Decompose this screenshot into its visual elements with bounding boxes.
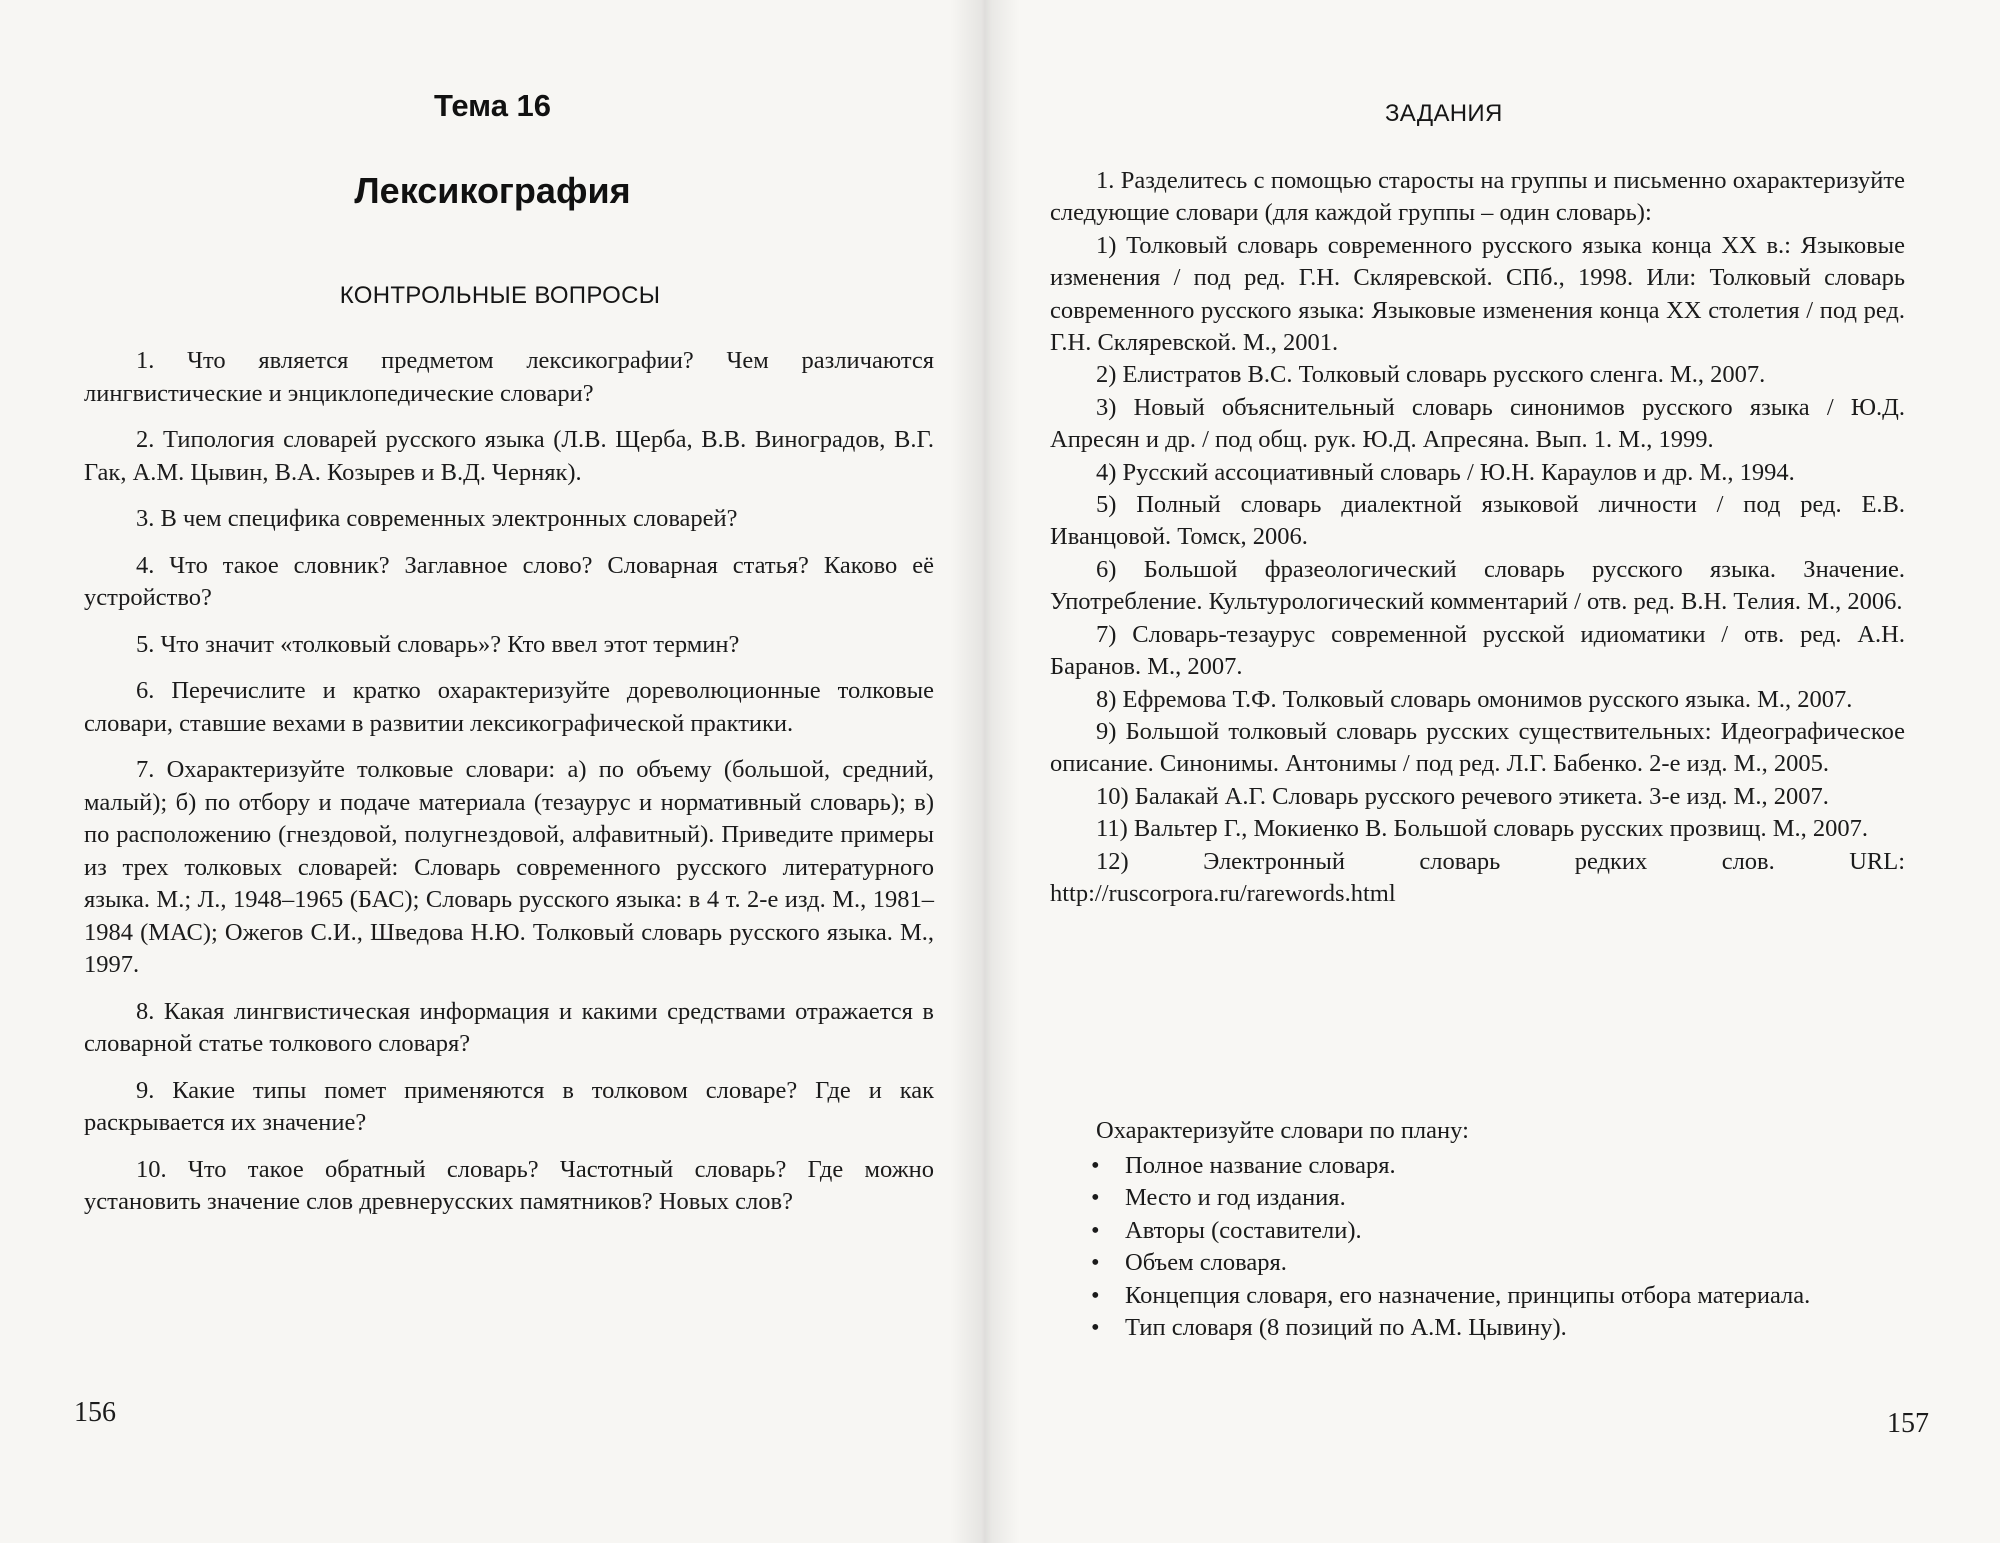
dictionary-item: 2) Елистратов В.С. Толковый словарь русского сленга. М., 2007. [1096, 361, 1766, 389]
plan-item-text: Авторы (составители). [1125, 1216, 1362, 1244]
question-item: 3. В чем специфика современных электронных словарей? [136, 505, 738, 532]
plan-item-text: Концепция словаря, его назначение, принципы отбора материала. [1125, 1281, 1811, 1309]
bullet-icon: • [1091, 1281, 1100, 1309]
dictionary-item: 10) Балакай А.Г. Словарь русского речевого этикета. 3-е изд. М., 2007. [1096, 782, 1829, 810]
dictionary-item: 4) Русский ассоциативный словарь / Ю.Н. Караулов и др. М., 1994. [1096, 458, 1795, 486]
question-item: 8. Какая лингвистическая информация и какими средствами отражается в словарной статье толкового словаря? [84, 997, 934, 1057]
plan-item [1083, 1215, 1903, 1247]
questions-list [84, 345, 934, 1233]
question-item: 6. Перечислите и кратко охарактеризуйте дореволюционные толковые словари, ставшие вехами в развитии лексикографической практики. [84, 677, 934, 737]
bullet-icon: • [1091, 1184, 1100, 1212]
left-page [0, 0, 985, 1543]
plan-heading: Охарактеризуйте словари по плану: [1096, 1117, 1469, 1144]
question-item: 9. Какие типы помет применяются в толковом словаре? Где и как раскрывается их значение? [84, 1076, 934, 1136]
plan-item [1083, 1247, 1903, 1279]
question-item: 7. Охарактеризуйте толковые словари: а) по объему (большой, средний, малый); б) по отбору и подаче материала (тезаурус и нормативный словарь); в) по расположению (гнездовой, полугнездовой, алфавитный). Приведите примеры из трех толковых словарей: Словарь современного русского литературного языка. М.; Л., 1948–1965 (БАС); Словарь русского языка: в 4 т. 2-е изд. М., 1981–1984 (МАС); Ожегов С.И., Шведова Н.Ю. Толковый словарь русского языка. М., 1997. [84, 756, 934, 978]
question-item: 10. Что такое обратный словарь? Частотный словарь? Где можно установить значение слов древнерусских памятников? Новых слов? [84, 1155, 934, 1215]
dictionary-item: 6) Большой фразеологический словарь русского языка. Значение. Употребление. Культурологический комментарий / отв. ред. В.Н. Телия. М., 2006. [1050, 555, 1905, 616]
topic-number: Тема 16 [433, 88, 552, 123]
bullet-icon: • [1091, 1314, 1100, 1342]
task-intro: 1. Разделитесь с помощью старосты на группы и письменно охарактеризуйте следующие словари (для каждой группы – один словарь): [1050, 167, 1905, 227]
dictionary-item: 1) Толковый словарь современного русского языка конца XX в.: Языковые изменения / под ред. Г.Н. Скляревской. СПб., 1998. Или: Толковый словарь современного русского языка: Языковые изменения конца XX столетия / под ред. Г.Н. Скляревской. М., 2001. [1050, 231, 1905, 357]
plan-item [1083, 1182, 1903, 1214]
plan-item [1083, 1280, 1903, 1312]
page-number-left: 156 [74, 1397, 116, 1428]
question-item: 5. Что значит «толковый словарь»? Кто ввел этот термин? [136, 630, 740, 658]
dictionary-item: 7) Словарь-тезаурус современной русской идиоматики / отв. ред. А.Н. Баранов. М., 2007. [1050, 620, 1905, 681]
dictionary-item: 8) Ефремова Т.Ф. Толковый словарь омонимов русского языка. М., 2007. [1096, 685, 1853, 713]
plan-item [1083, 1312, 1903, 1344]
control-questions-heading: КОНТРОЛЬНЫЕ ВОПРОСЫ [339, 282, 661, 309]
bullet-icon: • [1091, 1152, 1100, 1179]
plan-item-text: Полное название словаря. [1125, 1152, 1396, 1179]
topic-title: Лексикография [354, 170, 631, 211]
question-item: 2. Типология словарей русского языка (Л.В. Щерба, В.В. Виноградов, В.Г. Гак, А.М. Цывин, В.А. Козырев и В.Д. Черняк). [84, 426, 934, 486]
page-number-right: 157 [1887, 1408, 1929, 1439]
dictionary-item: 9) Большой толковый словарь русских существительных: Идеографическое описание. Синонимы. Антонимы / под ред. Л.Г. Бабенко. 2-е изд. М., 2005. [1050, 717, 1905, 778]
bullet-icon: • [1091, 1216, 1100, 1244]
question-item: 4. Что такое словник? Заглавное слово? Словарная статья? Каково её устройство? [84, 551, 934, 611]
bullet-icon: • [1091, 1249, 1100, 1277]
plan-item-text: Место и год издания. [1125, 1184, 1346, 1212]
plan-item-text: Тип словаря (8 позиций по А.М. Цывину). [1125, 1314, 1567, 1342]
plan-item-text: Объем словаря. [1125, 1249, 1287, 1277]
plan-item [1083, 1150, 1903, 1182]
dictionary-item: 11) Вальтер Г., Мокиенко В. Большой словарь русских прозвищ. М., 2007. [1096, 815, 1869, 843]
dictionary-item: 5) Полный словарь диалектной языковой личности / под ред. Е.В. Иванцовой. Томск, 2006. [1050, 491, 1905, 551]
tasks-heading: ЗАДАНИЯ [1385, 100, 1503, 127]
plan-list [1083, 1150, 1903, 1344]
question-item: 1. Что является предметом лексикографии? Чем различаются лингвистические и энциклопедические словари? [84, 347, 934, 407]
right-page [985, 0, 2000, 1543]
dictionary-item: 12) Электронный словарь редких слов. URL: http://ruscorpora.ru/rarewords.html [1050, 847, 1905, 907]
dictionary-item: 3) Новый объяснительный словарь синонимов русского языка / Ю.Д. Апресян и др. / под общ. рук. Ю.Д. Апресяна. Вып. 1. М., 1999. [1050, 393, 1905, 454]
tasks-block [1050, 165, 1905, 910]
